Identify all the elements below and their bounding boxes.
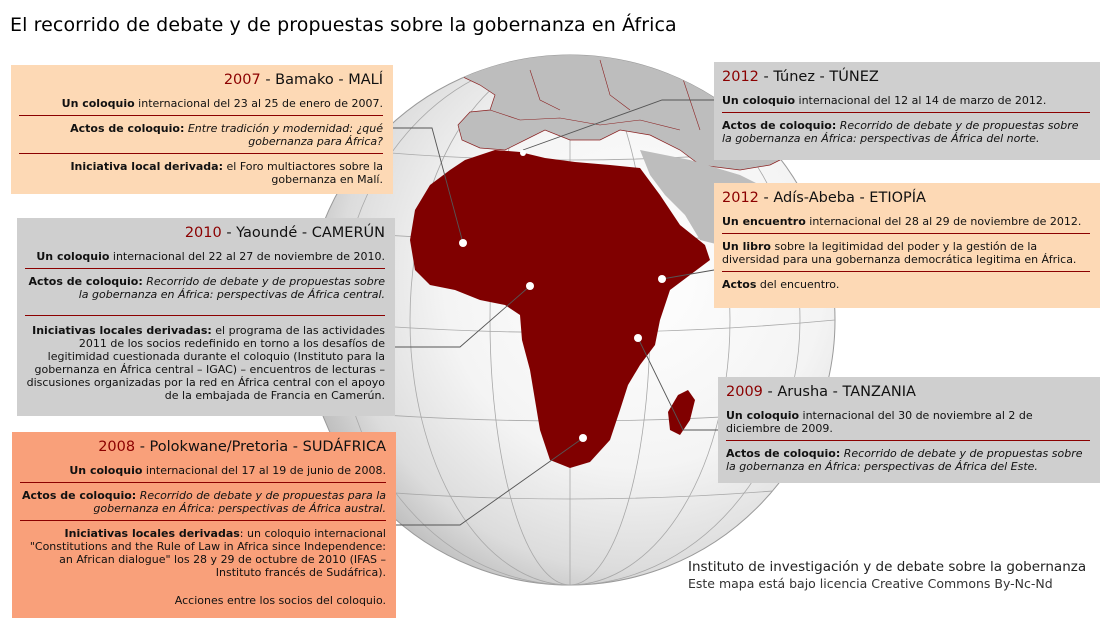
panel-header	[722, 68, 1090, 86]
panel-bamako	[11, 65, 393, 194]
para-text: internacional del 12 al 14 de marzo de 2012.	[795, 94, 1047, 107]
panel-place: - Polokwane/Pretoria - SUDÁFRICA	[135, 439, 386, 455]
para-text: el programa de las actividades 2011 de los socios redefinido en torno a los desafíos de legitimidad cuestionada durante el coloquio (Instituto para la gobernanza en África central – IGAC) – encuentros de lecturas – discusiones organizadas por la red en África central con el apoyo de la embajada de Francia en Camerún.	[26, 324, 385, 402]
panel-paragraph	[25, 250, 385, 269]
panel-place: - Adís-Abeba - ETIOPÍA	[758, 190, 926, 206]
para-text: internacional del 17 al 19 de junio de 2008.	[142, 464, 386, 477]
panel-arusha	[718, 377, 1100, 483]
para-italic: Recorrido de debate y de propuestas sobre la gobernanza en África: perspectivas de África del norte.	[722, 119, 1079, 145]
panel-header	[19, 71, 383, 89]
panel-paragraph	[19, 122, 383, 154]
panel-paragraph	[20, 489, 386, 521]
panel-place: - Yaoundé - CAMERÚN	[221, 225, 385, 241]
para-bold: Iniciativa local derivada:	[70, 160, 223, 173]
panel-addis	[714, 183, 1100, 308]
panel-paragraph	[19, 160, 383, 191]
panel-paragraph	[20, 464, 386, 483]
page-title: El recorrido de debate y de propuestas sobre la gobernanza en África	[10, 14, 677, 36]
panel-paragraph	[722, 94, 1090, 113]
para-italic: Entre tradición y modernidad: ¿qué gobernanza para África?	[184, 122, 383, 148]
panel-year: 2012	[722, 69, 759, 85]
para-text: sobre la legitimidad del poder y la gestión de la diversidad para una gobernanza democrática legitima en África.	[722, 240, 1077, 266]
panel-paragraph	[722, 240, 1090, 272]
panel-yaounde	[17, 218, 395, 416]
panel-paragraph	[19, 97, 383, 116]
panel-paragraph	[722, 119, 1090, 150]
marker-bamako	[459, 239, 467, 247]
para-bold: Un coloquio	[61, 97, 135, 110]
panel-header	[25, 224, 385, 242]
para-bold: Actos	[722, 278, 757, 291]
para-text: internacional del 28 al 29 de noviembre de 2012.	[805, 215, 1082, 228]
panel-year: 2009	[726, 384, 763, 400]
panel-place: - Bamako - MALÍ	[260, 72, 383, 88]
panel-tunez	[714, 62, 1100, 160]
panel-year: 2007	[223, 72, 261, 88]
panel-place: - Túnez - TÚNEZ	[758, 69, 879, 85]
panel-paragraph	[20, 594, 386, 612]
panel-header	[20, 438, 386, 456]
panel-header	[726, 383, 1090, 401]
footer-institute: Instituto de investigación y de debate sobre la gobernanza	[688, 559, 1087, 575]
para-text: internacional del 23 al 25 de enero de 2007.	[134, 97, 383, 110]
panel-paragraph	[722, 215, 1090, 234]
para-text: internacional del 30 de noviembre al 2 de diciembre de 2009.	[726, 409, 1033, 435]
para-bold: Actos de coloquio:	[726, 447, 841, 460]
panel-paragraph	[726, 447, 1090, 478]
marker-pretoria	[579, 434, 587, 442]
panel-polokwane	[12, 432, 396, 618]
para-bold: Un coloquio	[726, 409, 800, 422]
marker-arusha	[634, 334, 642, 342]
para-bold: Un coloquio	[722, 94, 796, 107]
panel-paragraph	[25, 324, 385, 407]
para-italic: Recorrido de debate y de propuestas sobre la gobernanza en África: perspectivas de África del Este.	[726, 447, 1083, 473]
para-bold: Iniciativas locales derivadas	[64, 527, 240, 540]
para-bold: Iniciativas locales derivadas:	[32, 324, 212, 337]
para-bold: Actos de coloquio:	[70, 122, 185, 135]
panel-header	[722, 189, 1090, 207]
para-bold: Un libro	[722, 240, 771, 253]
marker-yaounde	[526, 282, 534, 290]
para-text: el Foro multiactores sobre la gobernanza en Malí.	[223, 160, 383, 186]
para-bold: Un coloquio	[69, 464, 143, 477]
para-bold: Actos de coloquio:	[28, 275, 143, 288]
para-italic: Recorrido de debate y de propuestas sobre la gobernanza en África: perspectivas de África central.	[78, 275, 385, 301]
para-bold: Un coloquio	[36, 250, 110, 263]
panel-paragraph	[25, 275, 385, 316]
para-bold: Actos de coloquio:	[21, 489, 137, 502]
panel-year: 2012	[722, 190, 759, 206]
panel-paragraph	[722, 278, 1090, 296]
marker-tunez	[520, 150, 526, 156]
panel-place: - Arusha - TANZANIA	[762, 384, 916, 400]
panel-paragraph	[726, 409, 1090, 441]
marker-addis	[658, 275, 666, 283]
panel-year: 2010	[184, 225, 222, 241]
para-bold: Actos de coloquio:	[722, 119, 837, 132]
para-bold: Un encuentro	[722, 215, 806, 228]
para-text: internacional del 22 al 27 de noviembre de 2010.	[109, 250, 385, 263]
para-text: : un coloquio internacional "Constitutions and the Rule of Law in Africa since Independence: an African dialogue" los 28 y 29 de octubre de 2010 (IFAS – Instituto francés de Sudáfrica).	[29, 527, 386, 579]
para-italic: Recorrido de debate y de propuestas para la gobernanza en África: perspectivas de África austral.	[93, 489, 386, 515]
para-text: Acciones entre los socios del coloquio.	[174, 594, 386, 607]
panel-paragraph	[20, 527, 386, 584]
footer-license: Este mapa está bajo licencia Creative Commons By-Nc-Nd	[688, 576, 1053, 591]
panel-year: 2008	[98, 439, 136, 455]
para-text: del encuentro.	[756, 278, 840, 291]
